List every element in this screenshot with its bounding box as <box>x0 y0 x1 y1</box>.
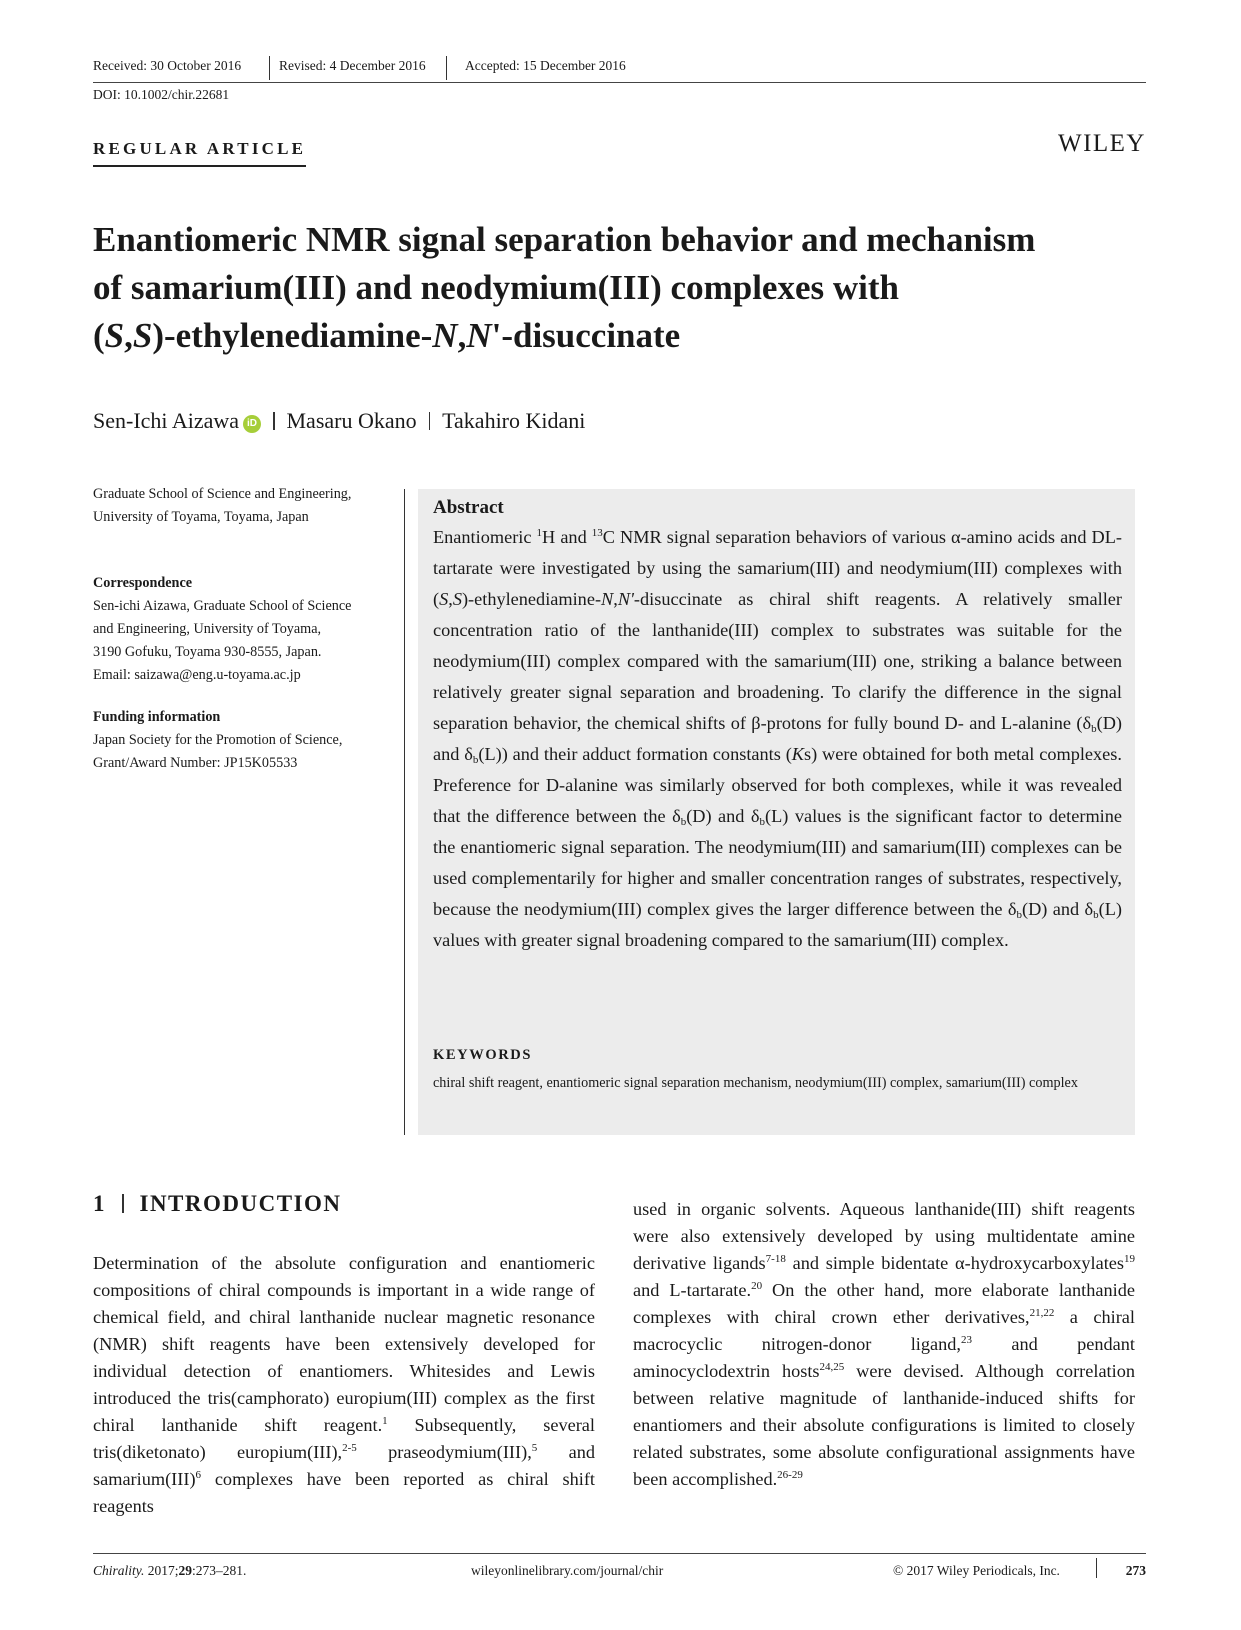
intro-column-2: used in organic solvents. Aqueous lanthanide(III) shift reagents were also extensively developed by using multidentate amine derivative ligands$^{7-18}$ and simple bidentate α-hydroxycarboxylates$^{19}$ and L-tartarate.$^{20}$ On the other hand, more elaborate lanthanide complexes with chiral crown ether derivatives,$^{21,22}$ a chiral macrocyclic nitrogen-donor ligand,$^{23}$ and pendant aminocyclodextrin hosts$^{24,25}$ were devised. Although correlation between relative magnitude of lanthanide-induced shifts for enantiomers and their absolute configurations is limited to closely related substrates, some absolute configurational assignments have been accomplished.$^{26-29}$ <box>633 1199 1136 1489</box>
abstract-text: Enantiomeric $^1$H and $^{13}$C NMR signal separation behaviors of various α-amino acids and DL-tartarate were investigated by using the samarium(III) and neodymium(III) complexes with (S,S)-ethylenediamine-N,N'-disuccinate as chiral shift reagents. A relatively smaller concentration ratio of the lanthanide(III) complex to substrates was suitable for the neodymium(III) complex compared with the samarium(III) one, striking a balance between relatively greater signal separation and broadening. To clarify the difference in the signal separation behavior, the chemical shifts of β-protons for fully bound D- and L-alanine ($\delta_b(D)$ and $\delta_b(L)$) and their adduct formation constants (Ks) were obtained for both metal complexes. Preference for D-alanine was similarly observed for both complexes, while it was revealed that the difference between the $\delta_b(D)$ and $\delta_b(L)$ values is the significant factor to determine the enantiomeric signal separation. The neodymium(III) and samarium(III) complexes can be used complementarily for higher and smaller concentration ranges of substrates, respectively, because the neodymium(III) complex gives the larger difference between the $\delta_b(D)$ and $\delta_b(L)$ values with greater signal broadening compared to the samarium(III) complex. <box>433 527 1123 950</box>
divider <box>273 412 275 430</box>
funding-block <box>93 706 393 775</box>
correspondence-line: and Engineering, University of Toyama, <box>93 621 322 637</box>
divider <box>446 56 447 80</box>
citation-link[interactable]: 5 <box>531 1442 538 1454</box>
title-line-3: (S,S)-ethylenediamine-N,N'-disuccinate <box>93 316 681 355</box>
funding-line: Grant/Award Number: JP15K05533 <box>93 755 298 771</box>
correspondence-block <box>93 572 393 687</box>
affiliation: Graduate School of Science and Engineering, University of Toyama, Toyama, Japan <box>93 486 352 525</box>
citation-link[interactable]: 19 <box>1124 1253 1136 1265</box>
page-footer <box>93 1553 1146 1580</box>
orcid-icon[interactable]: iD <box>243 415 261 433</box>
citation-link[interactable]: 7-18 <box>765 1253 786 1265</box>
section-number: 1 <box>93 1191 106 1216</box>
sidebar-divider <box>404 489 405 1135</box>
correspondence-email[interactable]: Email: saizawa@eng.u-toyama.ac.jp <box>93 667 301 683</box>
citation-link[interactable]: 1 <box>382 1415 388 1427</box>
revised-date: Revised: 4 December 2016 <box>279 58 426 73</box>
author-name[interactable]: Sen-Ichi Aizawa <box>93 408 239 433</box>
citation-link[interactable]: 26-29 <box>777 1469 803 1481</box>
journal-url[interactable]: wileyonlinelibrary.com/journal/chir <box>471 1563 664 1578</box>
author-list <box>93 408 585 434</box>
author-name[interactable]: Takahiro Kidani <box>442 408 586 433</box>
correspondence-line: 3190 Gofuku, Toyama 930-8555, Japan. <box>93 644 322 660</box>
intro-column-1: Determination of the absolute configuration and enantiomeric compositions of chiral compounds is important in a wide range of chemical field, and chiral lanthanide nuclear magnetic resonance (NMR) shift reagents have been extensively developed for individual detection of enantiomers. Whitesides and Lewis introduced the tris(camphorato) europium(III) complex as the first chiral lanthanide shift reagent.$^1$ Subsequently, several tris(diketonato) europium(III),$^{2-5}$ praseodymium(III),$^5$ and samarium(III)$^6$ complexes have been reported as chiral shift reagents <box>93 1253 596 1516</box>
divider <box>122 1194 124 1213</box>
section-heading <box>93 1191 342 1217</box>
copyright: © 2017 Wiley Periodicals, Inc. <box>893 1563 1060 1578</box>
citation-link[interactable]: 23 <box>961 1334 972 1346</box>
citation-link[interactable]: 6 <box>195 1469 202 1481</box>
divider <box>269 56 270 80</box>
citation-link[interactable]: 2-5 <box>342 1442 357 1454</box>
received-date: Received: 30 October 2016 <box>93 58 242 73</box>
keywords-text: chiral shift reagent, enantiomeric signal separation mechanism, neodymium(III) complex, samarium(III) complex <box>433 1075 1078 1091</box>
citation-link[interactable]: 20 <box>751 1280 763 1292</box>
doi[interactable]: DOI: 10.1002/chir.22681 <box>93 87 230 102</box>
section-title: INTRODUCTION <box>139 1191 342 1216</box>
article-type: REGULAR ARTICLE <box>93 139 306 167</box>
author-name[interactable]: Masaru Okano <box>286 408 417 433</box>
citation-link[interactable]: 24,25 <box>819 1361 845 1373</box>
title-line-2: of samarium(III) and neodymium(III) complexes with <box>93 268 899 307</box>
divider <box>1096 1558 1097 1578</box>
citation-link[interactable]: 21,22 <box>1029 1307 1055 1319</box>
accepted-date: Accepted: 15 December 2016 <box>465 58 626 73</box>
title-line-1: Enantiomeric NMR signal separation behavior and mechanism <box>93 220 1036 259</box>
keywords-heading: KEYWORDS <box>433 1047 533 1063</box>
publisher-logo: WILEY <box>1057 130 1146 157</box>
funding-heading: Funding information <box>93 709 221 725</box>
page-number: 273 <box>1125 1563 1146 1578</box>
funding-line: Japan Society for the Promotion of Science, <box>93 732 343 748</box>
divider <box>429 412 431 430</box>
journal-citation: Chirality. 2017;29:273–281. <box>93 1563 247 1578</box>
submission-dates <box>93 58 1146 83</box>
correspondence-heading: Correspondence <box>93 575 193 591</box>
abstract-heading: Abstract <box>433 497 504 518</box>
article-title <box>93 216 1153 360</box>
correspondence-line: Sen-ichi Aizawa, Graduate School of Science <box>93 598 352 614</box>
